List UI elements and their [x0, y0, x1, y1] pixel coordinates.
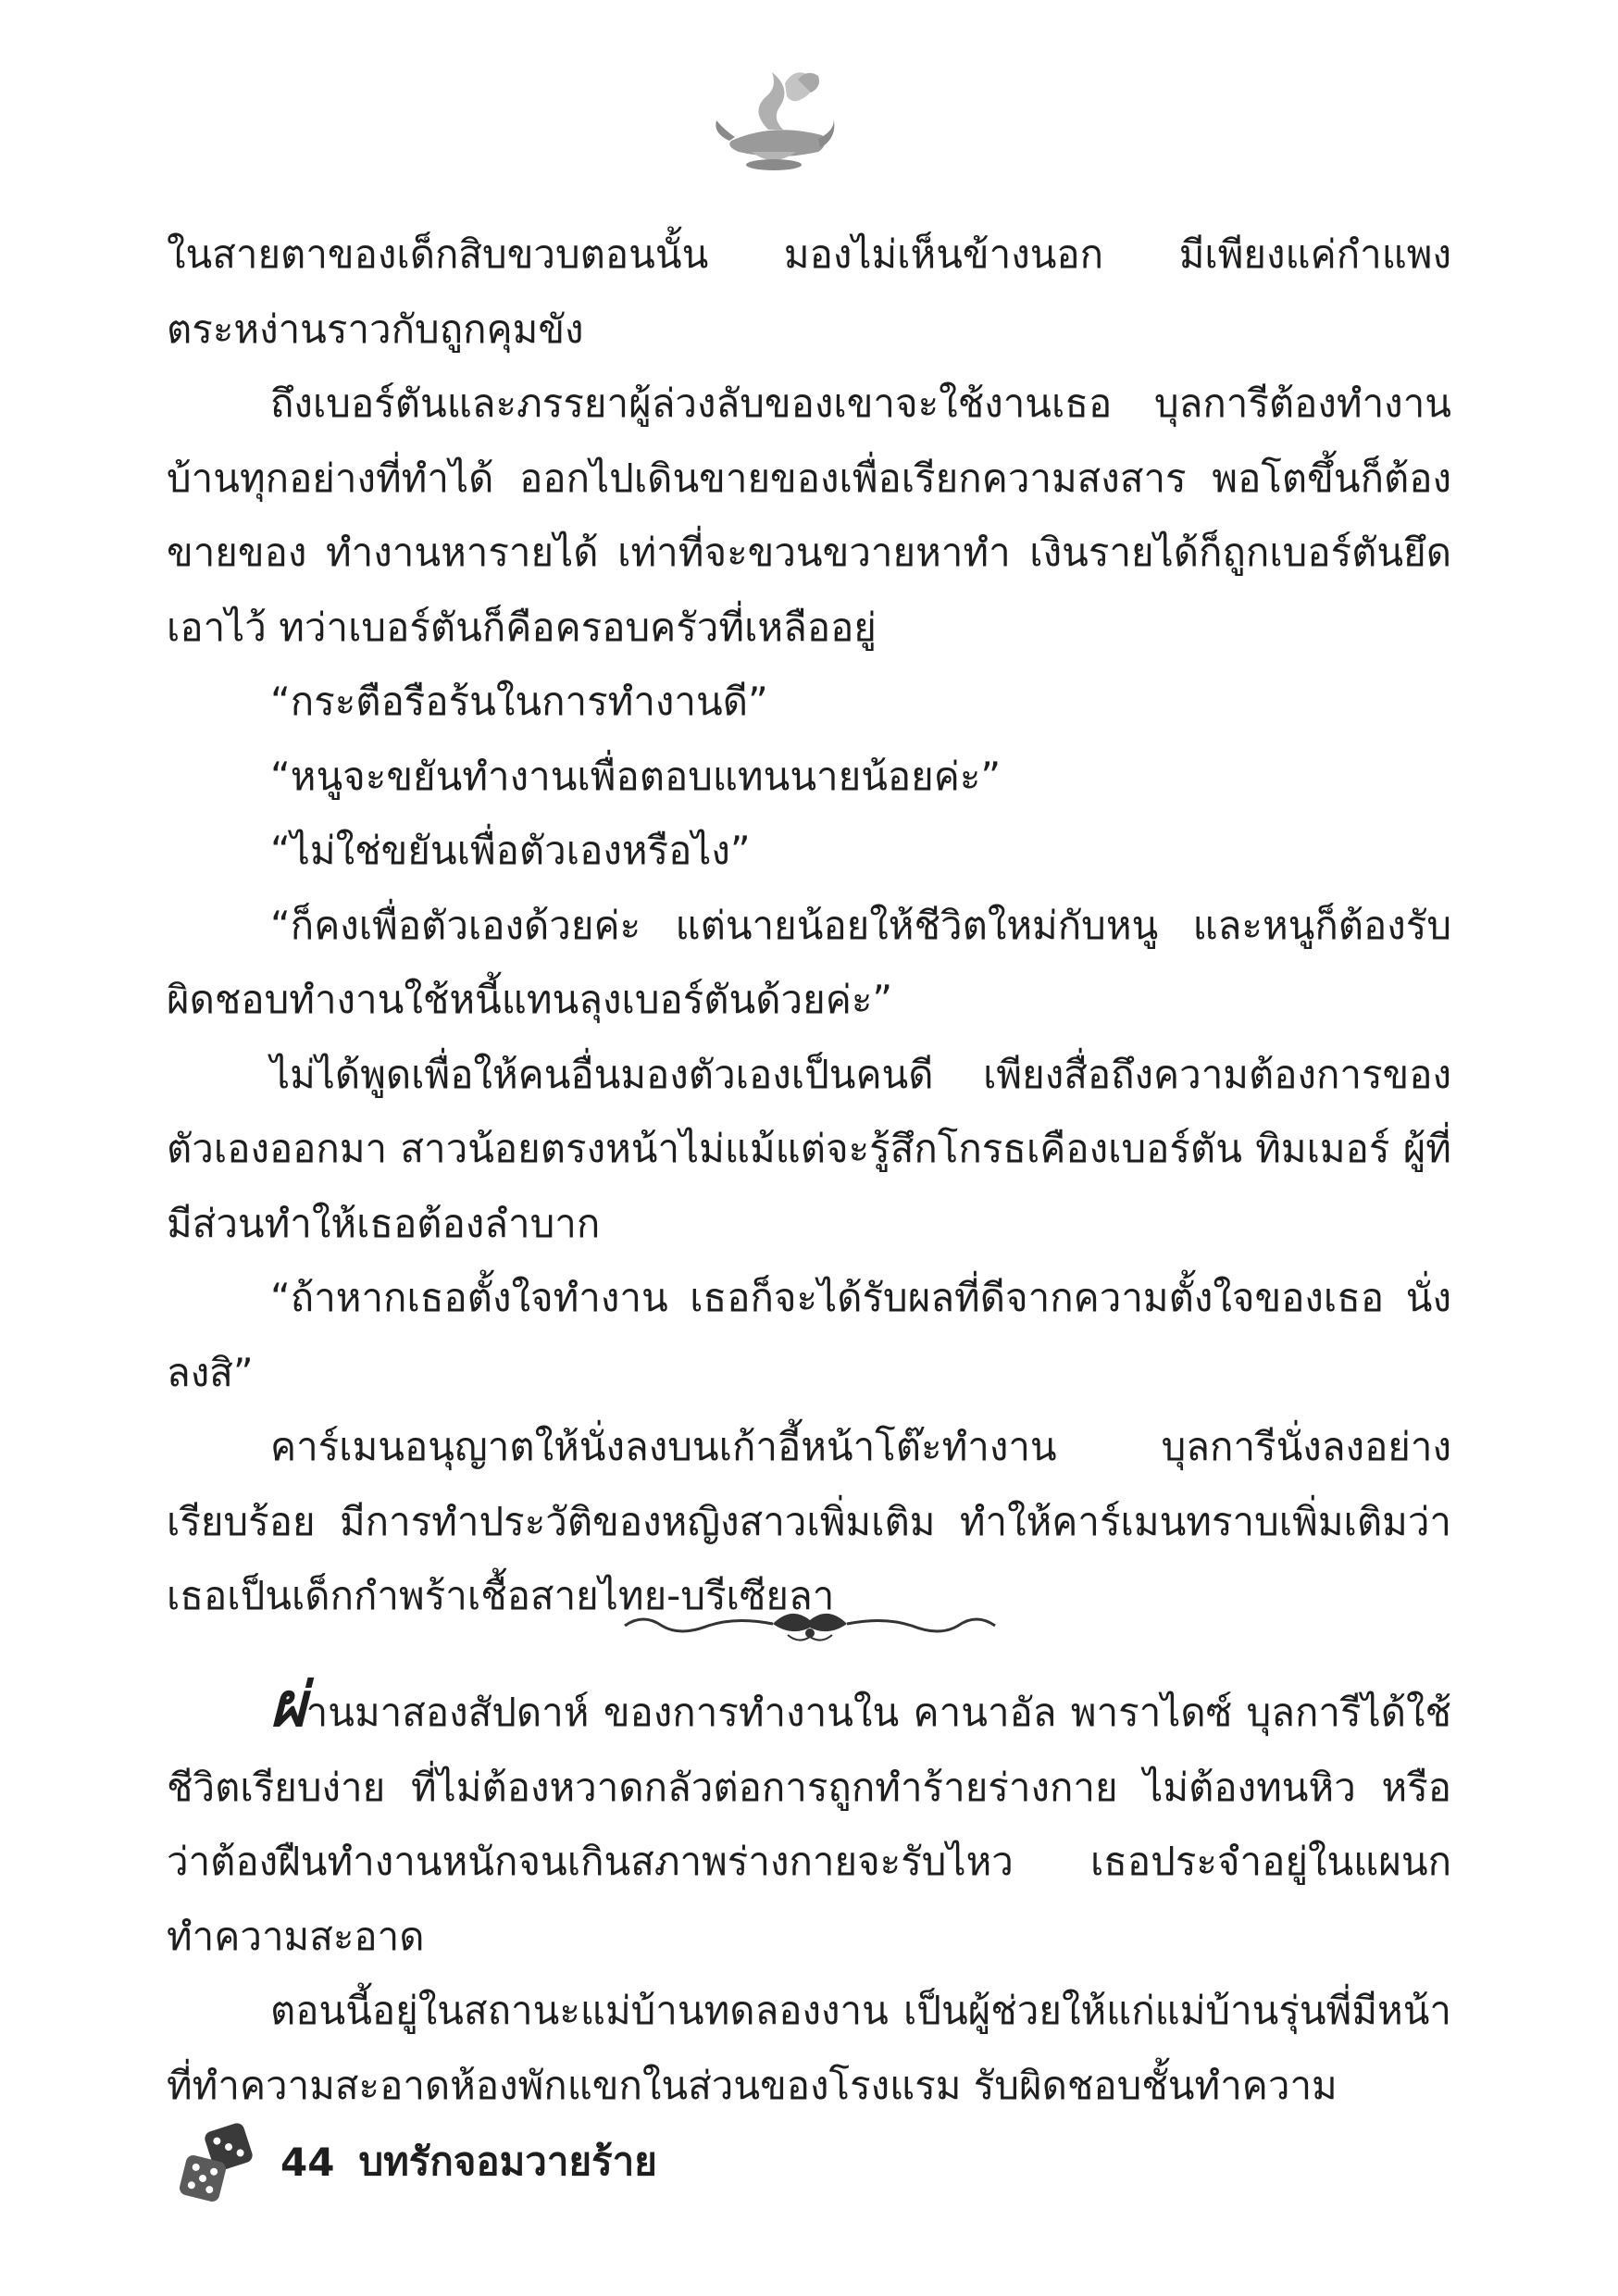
drop-cap: ผ่: [270, 1669, 306, 1741]
paragraph: “หนูจะขยันทำงานเพื่อตอบแทนนายน้อยค่ะ”: [270, 753, 1002, 799]
paragraph: ในสายตาของเด็กสิบขวบตอนนั้น มองไม่เห็นข้างนอก มีเพียงแค่กำแพงตระหง่านราวกับถูกคุมขัง: [167, 231, 1451, 352]
body-text-section-2: [167, 1669, 1451, 2123]
body-text-section-1: [167, 218, 1451, 1634]
paragraph: “ถ้าหากเธอตั้งใจทำงาน เธอก็จะได้รับผลที่ดีจากความตั้งใจของเธอ นั่งลงสิ”: [167, 1275, 1451, 1395]
paragraph: “ก็คงเพื่อตัวเองด้วยค่ะ แต่นายน้อยให้ชีวิตใหม่กับหนู และหนูก็ต้องรับผิดชอบทำงานใช้หนี้แทนลุงเบอร์ตันด้วยค่ะ”: [167, 902, 1451, 1022]
paragraph-with-drop-cap: [167, 1669, 1451, 1974]
dice-icon: [171, 2115, 264, 2208]
paragraph: ตอนนี้อยู่ในสถานะแม่บ้านทดลองงาน เป็นผู้ช่วยให้แก่แม่บ้านรุ่นพี่มีหน้าที่ทำความสะอาดห้องพักแขกในส่วนของโรงแรม รับผิดชอบชั้นทำความ: [167, 1988, 1451, 2108]
paragraph: “ไม่ใช่ขยันเพื่อตัวเองหรือไง”: [270, 828, 751, 873]
page-footer: [171, 2111, 657, 2213]
paragraph-text: านมาสองสัปดาห์ ของการทำงานใน คานาอัล พาราไดซ์ บุลการีได้ใช้ชีวิตเรียบง่าย ที่ไม่ต้องหวาดกลัวต่อการถูกทำร้ายร่างกาย ไม่ต้องทนหิว หรือว่าต้องฝืนทำงานหนักจนเกินสภาพร่างกายจะรับไหว เธอประจำอยู่ในแผนกทำความสะอาด: [167, 1690, 1451, 1959]
genie-lamp-icon: [703, 56, 842, 176]
paragraph: คาร์เมนอนุญาตให้นั่งลงบนเก้าอี้หน้าโต๊ะทำงาน บุลการีนั่งลงอย่างเรียบร้อย มีการทำประวัติของหญิงสาวเพิ่มเติม ทำให้คาร์เมนทราบเพิ่มเติมว่าเธอเป็นเด็กกำพร้าเชื้อสายไทย-บรีเซียลา: [167, 1424, 1451, 1618]
paragraph: ไม่ได้พูดเพื่อให้คนอื่นมองตัวเองเป็นคนดี เพียงสื่อถึงความต้องการของตัวเองออกมา สาวน้อยตรงหน้าไม่แม้แต่จะรู้สึกโกรธเคืองเบอร์ตัน ทิมเมอร์ ผู้ที่มีส่วนทำให้เธอต้องลำบาก: [167, 1051, 1451, 1246]
page-number: 44: [280, 2139, 335, 2185]
book-title: บทรักจอมวายร้าย: [358, 2139, 657, 2184]
paragraph: “กระตือรือร้นในการทำงานดี”: [270, 679, 768, 724]
paragraph: ถึงเบอร์ตันและภรรยาผู้ล่วงลับของเขาจะใช้งานเธอ บุลการีต้องทำงานบ้านทุกอย่างที่ทำได้ ออกไปเดินขายของเพื่อเรียกความสงสาร พอโตขึ้นก็ต้องขายของ ทำงานหารายได้ เท่าที่จะขวนขวายหาทำ เงินรายได้ก็ถูกเบอร์ตันยึดเอาไว้ ทว่าเบอร์ตันก็คือครอบครัวที่เหลืออยู่: [167, 381, 1451, 650]
section-divider-ornament: [616, 1600, 1004, 1646]
